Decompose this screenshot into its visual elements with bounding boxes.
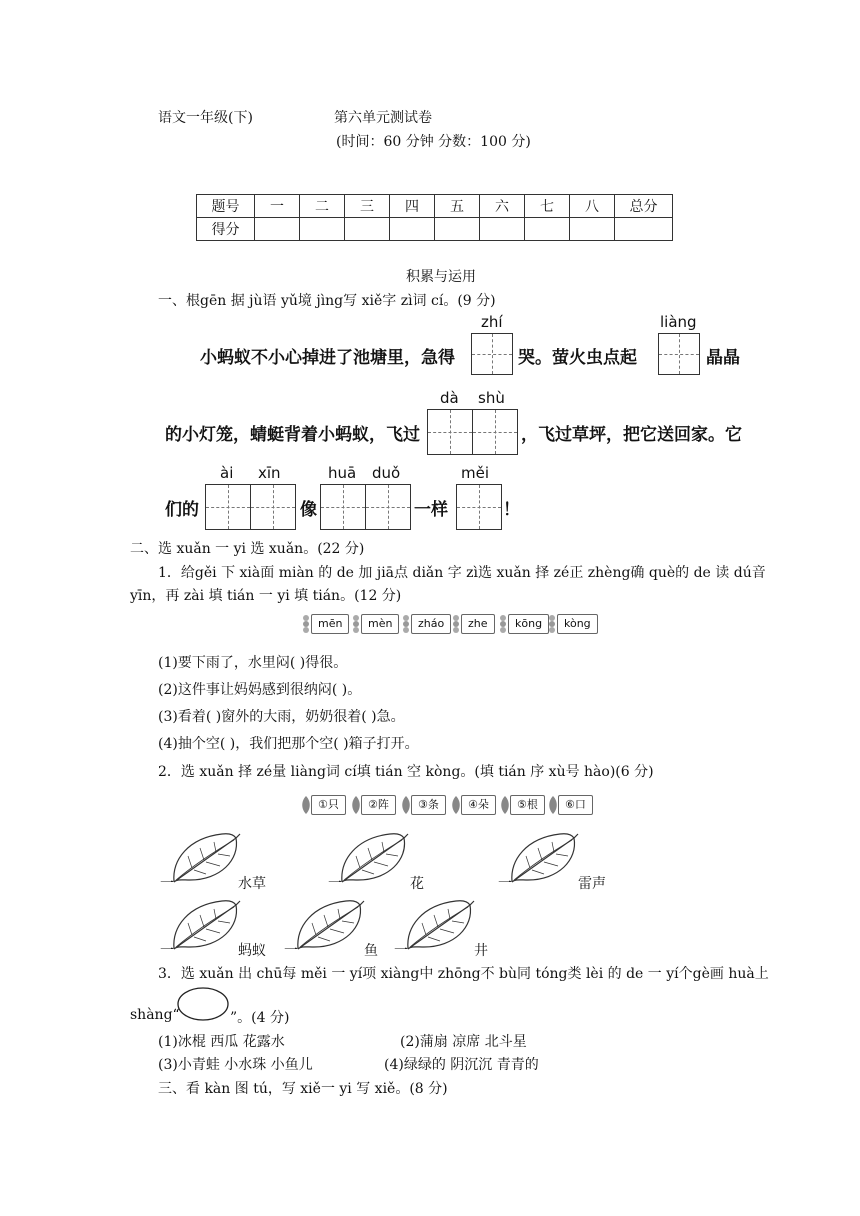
table-cell: 七 bbox=[525, 195, 570, 218]
measure-word-label: ⑥口 bbox=[558, 795, 593, 815]
leaf-answer-box[interactable] bbox=[170, 897, 242, 952]
table-cell: 六 bbox=[480, 195, 525, 218]
pinyin-card bbox=[497, 614, 549, 634]
writing-grid-dashu[interactable] bbox=[427, 409, 518, 455]
writing-grid-liang[interactable] bbox=[658, 333, 700, 375]
sentence-text: 晶晶 bbox=[706, 348, 740, 368]
leaf-prefix: 一 bbox=[498, 876, 512, 892]
writing-grid-aixin[interactable] bbox=[205, 484, 296, 530]
pinyin-shu: shù bbox=[478, 389, 505, 407]
sentence-text: ，飞过草坪，把它送回家。它 bbox=[521, 425, 742, 445]
word-group-4: (4)绿绿的 阴沉沉 青青的 bbox=[384, 1057, 539, 1073]
score-table-header-row bbox=[197, 195, 673, 218]
pinyin-ai: ài bbox=[220, 464, 234, 482]
pinyin-hua: huā bbox=[328, 464, 357, 482]
table-cell: 二 bbox=[300, 195, 345, 218]
grid-cell[interactable] bbox=[427, 409, 473, 455]
pinyin-card bbox=[546, 614, 598, 634]
sentence-1: (1)要下雨了，水里闷( )得很。 bbox=[158, 655, 348, 671]
measure-word-label: ③条 bbox=[411, 795, 446, 815]
leaf-answer-box[interactable] bbox=[338, 830, 410, 885]
score-table bbox=[196, 194, 673, 241]
sentence-text: 们的 bbox=[165, 500, 199, 520]
leaf-answer-box[interactable] bbox=[294, 897, 366, 952]
leaf-prefix: 一 bbox=[160, 943, 174, 959]
sentence-3: (3)看着( )窗外的大雨，奶奶很着( )急。 bbox=[158, 709, 405, 725]
pinyin-card bbox=[350, 614, 399, 634]
pinyin-da: dà bbox=[440, 389, 459, 407]
section-title: 积累与运用 bbox=[406, 269, 476, 285]
measure-word-label: ⑤根 bbox=[510, 795, 545, 815]
score-input-cell[interactable] bbox=[390, 218, 435, 241]
sentence-text: 一样 bbox=[414, 500, 448, 520]
table-cell: 题号 bbox=[197, 195, 255, 218]
leaf-word: 花 bbox=[410, 876, 424, 892]
pinyin-mei: měi bbox=[461, 464, 490, 482]
pinyin-card-label: kōng bbox=[508, 614, 549, 634]
pinyin-duo: duǒ bbox=[372, 464, 401, 482]
leaf-word: 井 bbox=[474, 943, 488, 959]
question-1-title: 一、根gēn 据 jù语 yǔ境 jìng写 xiě字 zì词 cí。(9 分) bbox=[158, 293, 496, 309]
measure-word-label: ②阵 bbox=[361, 795, 396, 815]
leaf-prefix: 一 bbox=[328, 876, 342, 892]
leaf-prefix: 一 bbox=[394, 943, 408, 959]
pinyin-card-label: mèn bbox=[361, 614, 399, 634]
word-group-1: (1)冰棍 西瓜 花露水 bbox=[158, 1034, 285, 1050]
measure-word-card bbox=[300, 795, 346, 815]
pinyin-card bbox=[450, 614, 495, 634]
measure-word-card bbox=[547, 795, 593, 815]
score-input-cell[interactable] bbox=[570, 218, 615, 241]
score-input-cell[interactable] bbox=[345, 218, 390, 241]
measure-word-card bbox=[499, 795, 545, 815]
table-cell: 得分 bbox=[197, 218, 255, 241]
table-cell: 五 bbox=[435, 195, 480, 218]
sentence-4: (4)抽个空( )，我们把那个空( )箱子打开。 bbox=[158, 736, 419, 752]
subquestion-3-line2b: ”。(4 分) bbox=[230, 1010, 290, 1026]
pinyin-card bbox=[300, 614, 349, 634]
writing-grid-mei[interactable] bbox=[456, 484, 502, 530]
score-input-cell[interactable] bbox=[615, 218, 673, 241]
score-input-cell[interactable] bbox=[435, 218, 480, 241]
score-table-row bbox=[197, 218, 673, 241]
leaf-answer-box[interactable] bbox=[170, 830, 242, 885]
pinyin-card-label: kòng bbox=[557, 614, 598, 634]
sentence-text: ！ bbox=[503, 500, 520, 520]
sentence-text: 小蚂蚁不小心掉进了池塘里，急得 bbox=[200, 348, 455, 368]
pinyin-zhi: zhí bbox=[481, 313, 503, 331]
word-group-2: (2)蒲扇 凉席 北斗星 bbox=[400, 1034, 527, 1050]
leaf-word: 雷声 bbox=[578, 876, 606, 892]
subquestion-2: 2．选 xuǎn 择 zé量 liàng词 cí填 tián 空 kòng。(填 tián 序 xù号 hào)(6 分) bbox=[158, 764, 654, 780]
leaf-prefix: 一 bbox=[160, 876, 174, 892]
table-cell: 四 bbox=[390, 195, 435, 218]
grid-cell[interactable] bbox=[456, 484, 502, 530]
pinyin-xin: xīn bbox=[258, 464, 281, 482]
grid-cell[interactable] bbox=[472, 409, 518, 455]
score-input-cell[interactable] bbox=[525, 218, 570, 241]
subquestion-1-line2: yīn，再 zài 填 tián 一 yi 填 tián。(12 分) bbox=[130, 588, 402, 604]
question-2-title: 二、选 xuǎn 一 yi 选 xuǎn。(22 分) bbox=[130, 541, 365, 557]
pinyin-card-label: mēn bbox=[311, 614, 349, 634]
writing-grid-huaduo[interactable] bbox=[320, 484, 411, 530]
pinyin-card-label: zhe bbox=[461, 614, 495, 634]
question-3-title: 三、看 kàn 图 tú，写 xiě一 yi 写 xiě。(8 分) bbox=[158, 1081, 448, 1097]
sentence-2: (2)这件事让妈妈感到很纳闷( )。 bbox=[158, 682, 362, 698]
grid-cell[interactable] bbox=[320, 484, 366, 530]
word-group-3: (3)小青蛙 小水珠 小鱼儿 bbox=[158, 1057, 313, 1073]
grade-label: 语文一年级(下) bbox=[158, 110, 253, 126]
sentence-text: 的小灯笼，蜻蜓背着小蚂蚁，飞过 bbox=[165, 425, 420, 445]
grid-cell[interactable] bbox=[205, 484, 251, 530]
pinyin-card-label: zháo bbox=[411, 614, 451, 634]
grid-cell[interactable] bbox=[365, 484, 411, 530]
sentence-text: 哭。萤火虫点起 bbox=[518, 348, 637, 368]
score-input-cell[interactable] bbox=[480, 218, 525, 241]
pinyin-card bbox=[400, 614, 451, 634]
pinyin-liang: liàng bbox=[660, 313, 697, 331]
page-title: 第六单元测试卷 bbox=[334, 110, 432, 126]
page-subtitle: (时间：60 分钟 分数：100 分) bbox=[336, 134, 531, 150]
measure-word-label: ④朵 bbox=[461, 795, 496, 815]
table-cell: 一 bbox=[255, 195, 300, 218]
measure-word-card bbox=[450, 795, 496, 815]
leaf-word: 水草 bbox=[238, 876, 266, 892]
measure-word-card bbox=[400, 795, 446, 815]
sentence-text: 像 bbox=[300, 500, 317, 520]
leaf-word: 鱼 bbox=[364, 943, 378, 959]
grid-cell[interactable] bbox=[250, 484, 296, 530]
subquestion-3-line1: 3．选 xuǎn 出 chū每 měi 一 yí项 xiàng中 zhōng不 bù同 tóng类 lèi 的 de 一 yí个gè画 huà上 bbox=[158, 966, 769, 982]
leaf-prefix: 一 bbox=[284, 943, 298, 959]
writing-grid-zhi[interactable] bbox=[471, 333, 513, 375]
leaf-word: 蚂蚁 bbox=[238, 943, 266, 959]
leaf-answer-box[interactable] bbox=[508, 830, 580, 885]
oval-mark-icon bbox=[176, 986, 230, 1022]
table-cell: 总分 bbox=[615, 195, 673, 218]
measure-word-card bbox=[350, 795, 396, 815]
table-cell: 八 bbox=[570, 195, 615, 218]
subquestion-3-line2a: shàng“ bbox=[130, 1007, 180, 1023]
score-input-cell[interactable] bbox=[300, 218, 345, 241]
measure-word-label: ①只 bbox=[311, 795, 346, 815]
grid-cell[interactable] bbox=[658, 333, 700, 375]
grid-cell[interactable] bbox=[471, 333, 513, 375]
score-input-cell[interactable] bbox=[255, 218, 300, 241]
table-cell: 三 bbox=[345, 195, 390, 218]
leaf-answer-box[interactable] bbox=[404, 897, 476, 952]
subquestion-1-line1: 1．给gěi 下 xià面 miàn 的 de 加 jiā点 diǎn 字 zì选 xuǎn 择 zé正 zhèng确 què的 de 读 dú音 bbox=[158, 565, 766, 581]
